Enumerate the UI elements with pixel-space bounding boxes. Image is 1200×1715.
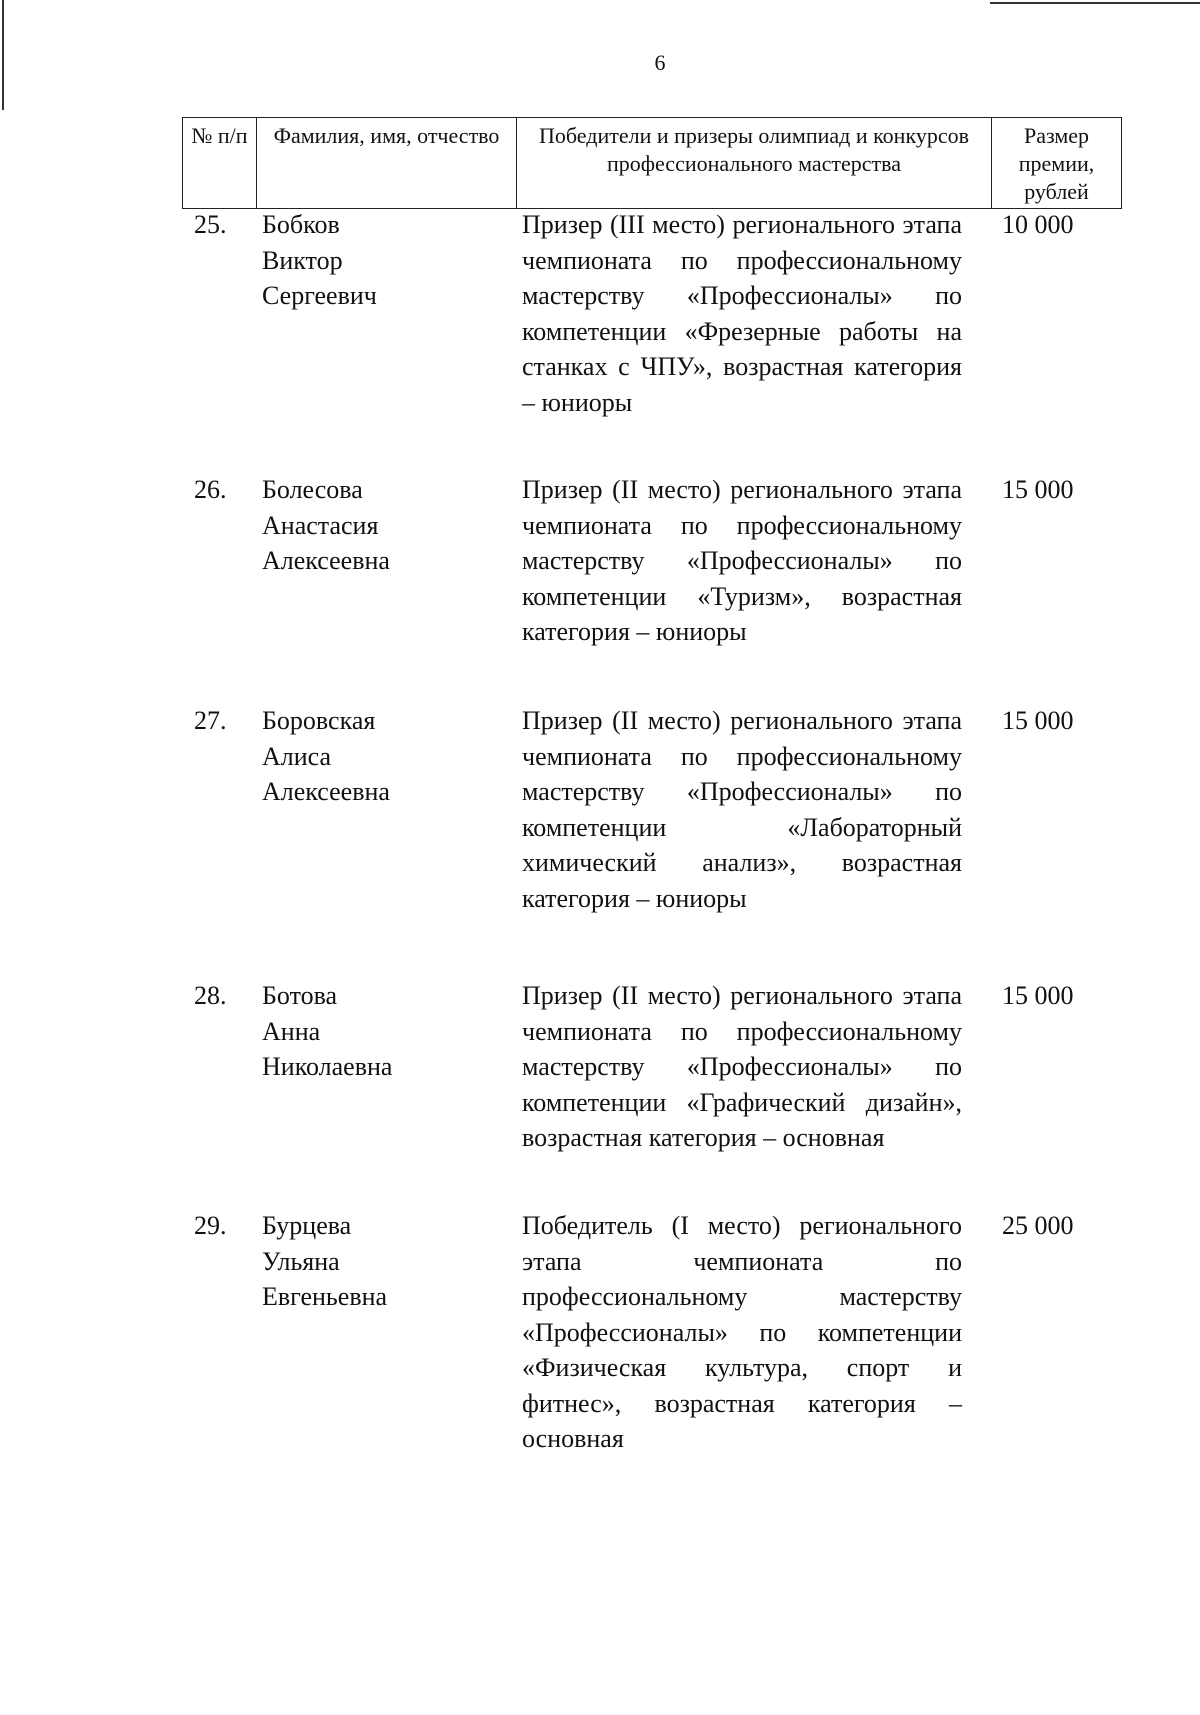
row-prize-amount: 10 000 <box>1002 210 1074 239</box>
row-achievement: Победитель (I место) регионального этапа чемпионата по профессиональному мастерству «Профессионалы» по компетенции «Физическая культура, спорт и фитнес», возрастная категория – основная <box>522 1211 962 1453</box>
header-num: № п/п <box>183 118 257 208</box>
row-prize-amount: 15 000 <box>1002 981 1074 1010</box>
row-full-name: Ботова Анна Николаевна <box>262 981 393 1081</box>
page-number: 6 <box>654 50 666 75</box>
scan-edge-line <box>2 0 4 110</box>
row-prize-amount: 15 000 <box>1002 475 1074 504</box>
table-row <box>182 703 1122 978</box>
row-number: 28. <box>194 981 227 1010</box>
row-achievement: Призер (II место) регионального этапа чемпионата по профессиональному мастерству «Профессионалы» по компетенции «Графический дизайн», возрастная категория – основная <box>522 981 962 1152</box>
header-prize: Размер премии, рублей <box>1018 123 1095 204</box>
row-achievement: Призер (II место) регионального этапа чемпионата по профессиональному мастерству «Профессионалы» по компетенции «Лабораторный химический анализ», возрастная категория – юниоры <box>522 706 962 913</box>
row-full-name: Боровская Алиса Алексеевна <box>262 706 390 806</box>
row-prize-amount: 25 000 <box>1002 1211 1074 1240</box>
row-number: 29. <box>194 1211 227 1240</box>
row-full-name: Бурцева Ульяна Евгеньевна <box>262 1211 388 1311</box>
header-name: Фамилия, имя, отчество <box>257 118 517 208</box>
row-number: 26. <box>194 475 227 504</box>
row-prize-amount: 15 000 <box>1002 706 1074 735</box>
row-achievement: Призер (II место) регионального этапа чемпионата по профессиональному мастерству «Профессионалы» по компетенции «Туризм», возрастная категория – юниоры <box>522 475 962 646</box>
header-description: Победители и призеры олимпиад и конкурсов профессионального мастерства <box>517 118 992 208</box>
table-body <box>182 207 1122 1468</box>
row-number: 25. <box>194 210 227 239</box>
table-header <box>182 117 1122 209</box>
scan-top-line <box>990 2 1200 4</box>
table-row <box>182 1208 1122 1468</box>
table-row <box>182 207 1122 472</box>
row-number: 27. <box>194 706 227 735</box>
row-full-name: Бобков Виктор Сергеевич <box>262 210 377 310</box>
row-achievement: Призер (III место) регионального этапа чемпионата по профессиональному мастерству «Профессионалы» по компетенции «Фрезерные работы на станках с ЧПУ», возрастная категория – юниоры <box>522 210 962 417</box>
table-row <box>182 472 1122 703</box>
table-row <box>182 978 1122 1208</box>
row-full-name: Болесова Анастасия Алексеевна <box>262 475 390 575</box>
